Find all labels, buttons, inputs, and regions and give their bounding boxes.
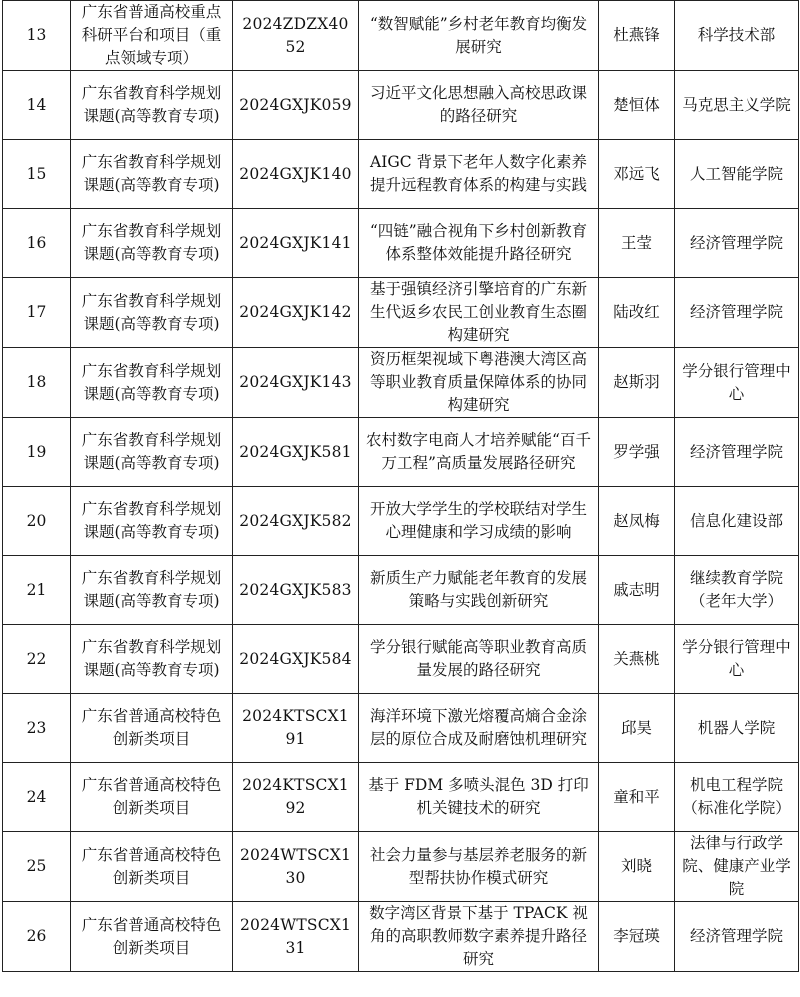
project-category: 广东省普通高校特色创新类项目 [71, 902, 233, 972]
project-category: 广东省教育科学规划课题(高等教育专项) [71, 278, 233, 348]
project-table [2, 0, 799, 972]
project-category: 广东省教育科学规划课题(高等教育专项) [71, 556, 233, 625]
project-title: “数智赋能”乡村老年教育均衡发展研究 [359, 1, 599, 71]
row-number: 26 [3, 902, 71, 972]
department: 学分银行管理中心 [675, 348, 799, 418]
project-category: 广东省教育科学规划课题(高等教育专项) [71, 625, 233, 694]
table-row [3, 487, 799, 556]
project-code: 2024GXJK142 [233, 278, 359, 348]
table-body [3, 1, 799, 972]
project-code: 2024KTSCX191 [233, 694, 359, 763]
project-leader: 赵斯羽 [599, 348, 675, 418]
department: 经济管理学院 [675, 902, 799, 972]
project-title: 数字湾区背景下基于 TPACK 视角的高职教师数字素养提升路径研究 [359, 902, 599, 972]
table-row [3, 348, 799, 418]
department: 机器人学院 [675, 694, 799, 763]
project-title: AIGC 背景下老年人数字化素养提升远程教育体系的构建与实践 [359, 140, 599, 209]
project-leader: 楚恒体 [599, 71, 675, 140]
row-number: 24 [3, 763, 71, 832]
table-row [3, 832, 799, 902]
row-number: 21 [3, 556, 71, 625]
project-category: 广东省教育科学规划课题(高等教育专项) [71, 140, 233, 209]
department: 经济管理学院 [675, 209, 799, 278]
department: 继续教育学院（老年大学） [675, 556, 799, 625]
project-category: 广东省普通高校特色创新类项目 [71, 832, 233, 902]
project-category: 广东省普通高校重点科研平台和项目（重点领域专项） [71, 1, 233, 71]
table-row [3, 140, 799, 209]
department: 经济管理学院 [675, 418, 799, 487]
table-row [3, 1, 799, 71]
project-leader: 关燕桃 [599, 625, 675, 694]
table-row [3, 694, 799, 763]
project-category: 广东省教育科学规划课题(高等教育专项) [71, 418, 233, 487]
project-leader: 陆改红 [599, 278, 675, 348]
table-row [3, 418, 799, 487]
project-code: 2024GXJK581 [233, 418, 359, 487]
table-row [3, 763, 799, 832]
table-row [3, 902, 799, 972]
table-row [3, 556, 799, 625]
project-category: 广东省普通高校特色创新类项目 [71, 694, 233, 763]
department: 人工智能学院 [675, 140, 799, 209]
project-leader: 戚志明 [599, 556, 675, 625]
project-code: 2024GXJK059 [233, 71, 359, 140]
table-row [3, 209, 799, 278]
project-leader: 邱昊 [599, 694, 675, 763]
project-leader: 赵凤梅 [599, 487, 675, 556]
project-category: 广东省普通高校特色创新类项目 [71, 763, 233, 832]
project-leader: 刘晓 [599, 832, 675, 902]
project-category: 广东省教育科学规划课题(高等教育专项) [71, 209, 233, 278]
project-code: 2024ZDZX4052 [233, 1, 359, 71]
project-code: 2024GXJK143 [233, 348, 359, 418]
project-title: 资历框架视域下粤港澳大湾区高等职业教育质量保障体系的协同构建研究 [359, 348, 599, 418]
row-number: 22 [3, 625, 71, 694]
project-title: 社会力量参与基层养老服务的新型帮扶协作模式研究 [359, 832, 599, 902]
department: 法律与行政学院、健康产业学院 [675, 832, 799, 902]
department: 信息化建设部 [675, 487, 799, 556]
project-code: 2024GXJK140 [233, 140, 359, 209]
project-title: 习近平文化思想融入高校思政课的路径研究 [359, 71, 599, 140]
department: 机电工程学院（标准化学院） [675, 763, 799, 832]
project-code: 2024WTSCX131 [233, 902, 359, 972]
table-row [3, 278, 799, 348]
table-row [3, 625, 799, 694]
row-number: 17 [3, 278, 71, 348]
project-category: 广东省教育科学规划课题(高等教育专项) [71, 487, 233, 556]
row-number: 13 [3, 1, 71, 71]
project-category: 广东省教育科学规划课题(高等教育专项) [71, 348, 233, 418]
row-number: 23 [3, 694, 71, 763]
project-leader: 李冠瑛 [599, 902, 675, 972]
project-code: 2024WTSCX130 [233, 832, 359, 902]
project-title: 海洋环境下激光熔覆高熵合金涂层的原位合成及耐磨蚀机理研究 [359, 694, 599, 763]
row-number: 15 [3, 140, 71, 209]
project-leader: 邓远飞 [599, 140, 675, 209]
project-title: 新质生产力赋能老年教育的发展策略与实践创新研究 [359, 556, 599, 625]
project-title: 基于强镇经济引擎培育的广东新生代返乡农民工创业教育生态圈构建研究 [359, 278, 599, 348]
project-leader: 杜燕锋 [599, 1, 675, 71]
project-code: 2024GXJK141 [233, 209, 359, 278]
row-number: 18 [3, 348, 71, 418]
project-code: 2024KTSCX192 [233, 763, 359, 832]
project-leader: 罗学强 [599, 418, 675, 487]
department: 经济管理学院 [675, 278, 799, 348]
project-code: 2024GXJK582 [233, 487, 359, 556]
project-title: 农村数字电商人才培养赋能“百千万工程”高质量发展路径研究 [359, 418, 599, 487]
department: 科学技术部 [675, 1, 799, 71]
project-category: 广东省教育科学规划课题(高等教育专项) [71, 71, 233, 140]
row-number: 16 [3, 209, 71, 278]
department: 学分银行管理中心 [675, 625, 799, 694]
table-row [3, 71, 799, 140]
row-number: 14 [3, 71, 71, 140]
project-title: “四链”融合视角下乡村创新教育体系整体效能提升路径研究 [359, 209, 599, 278]
row-number: 20 [3, 487, 71, 556]
department: 马克思主义学院 [675, 71, 799, 140]
row-number: 25 [3, 832, 71, 902]
project-code: 2024GXJK583 [233, 556, 359, 625]
project-code: 2024GXJK584 [233, 625, 359, 694]
project-title: 学分银行赋能高等职业教育高质量发展的路径研究 [359, 625, 599, 694]
row-number: 19 [3, 418, 71, 487]
project-title: 开放大学学生的学校联结对学生心理健康和学习成绩的影响 [359, 487, 599, 556]
project-title: 基于 FDM 多喷头混色 3D 打印机关键技术的研究 [359, 763, 599, 832]
project-leader: 王莹 [599, 209, 675, 278]
project-leader: 童和平 [599, 763, 675, 832]
